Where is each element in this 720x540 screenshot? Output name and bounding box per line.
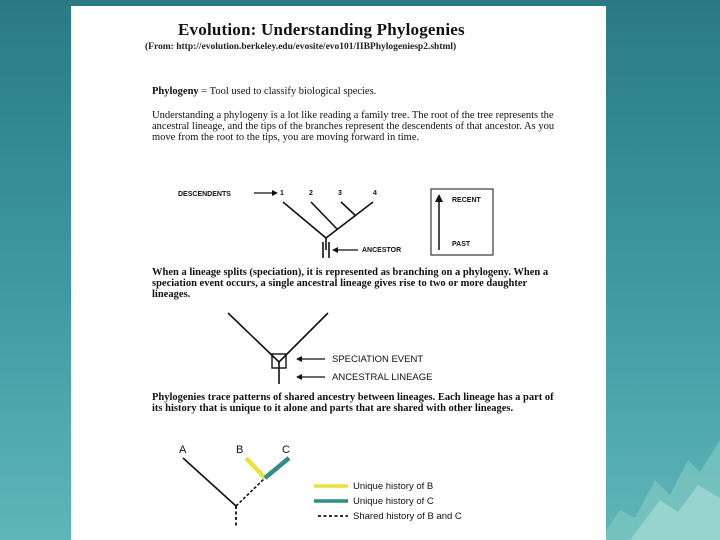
legend-label-b: Unique history of B bbox=[353, 481, 434, 492]
definition-text: = Tool used to classify biological species. bbox=[198, 86, 377, 97]
descendents-label: DESCENDENTS bbox=[178, 191, 231, 198]
tip-4-label: 4 bbox=[373, 190, 377, 197]
legend-label-shared: Shared history of B and C bbox=[353, 511, 462, 522]
scanned-document-page bbox=[71, 6, 606, 540]
paragraph-shared-ancestry: Phylogenies trace patterns of shared ancestry between lineages. Each lineage has a part of its history that is unique to it alone and parts that are shared with other lineages. bbox=[152, 392, 554, 414]
tip-c-label: C bbox=[282, 444, 290, 456]
background-mountains bbox=[600, 400, 720, 540]
past-label: PAST bbox=[452, 241, 471, 248]
figure-shared-history-diagram bbox=[71, 6, 606, 540]
tip-3-label: 3 bbox=[338, 190, 342, 197]
tip-2-label: 2 bbox=[309, 190, 313, 197]
unique-history-c-branch bbox=[265, 458, 289, 478]
ancestor-label: ANCESTOR bbox=[362, 247, 402, 254]
unique-history-b-branch bbox=[246, 458, 265, 478]
speciation-event-label: SPECIATION EVENT bbox=[332, 354, 424, 365]
tip-a-label: A bbox=[179, 444, 187, 456]
legend-label-c: Unique history of C bbox=[353, 496, 434, 507]
tip-b-label: B bbox=[236, 444, 244, 456]
page-title: Evolution: Understanding Phylogenies bbox=[178, 20, 465, 39]
ancestral-lineage-label: ANCESTRAL LINEAGE bbox=[332, 372, 433, 383]
paragraph-speciation: When a lineage splits (speciation), it is represented as branching on a phylogeny. When a speciation event occurs, a single ancestral lineage gives rise to two or more daughter lineages. bbox=[152, 267, 549, 300]
tip-1-label: 1 bbox=[280, 190, 284, 197]
definition-term: Phylogeny bbox=[152, 86, 199, 97]
source-citation: (From: http://evolution.berkeley.edu/evosite/evo101/IIBPhylogeniesp2.shtml) bbox=[145, 42, 457, 52]
recent-label: RECENT bbox=[452, 197, 481, 204]
paragraph-family-tree: Understanding a phylogeny is a lot like reading a family tree. The root of the tree represents the ancestral lineage, and the tips of the branches represent the descendents of that ancestor. As you move from the root to the tips, you are moving forward in time. bbox=[152, 110, 555, 143]
shared-branch-bc bbox=[236, 478, 265, 506]
branch-a bbox=[183, 458, 236, 506]
